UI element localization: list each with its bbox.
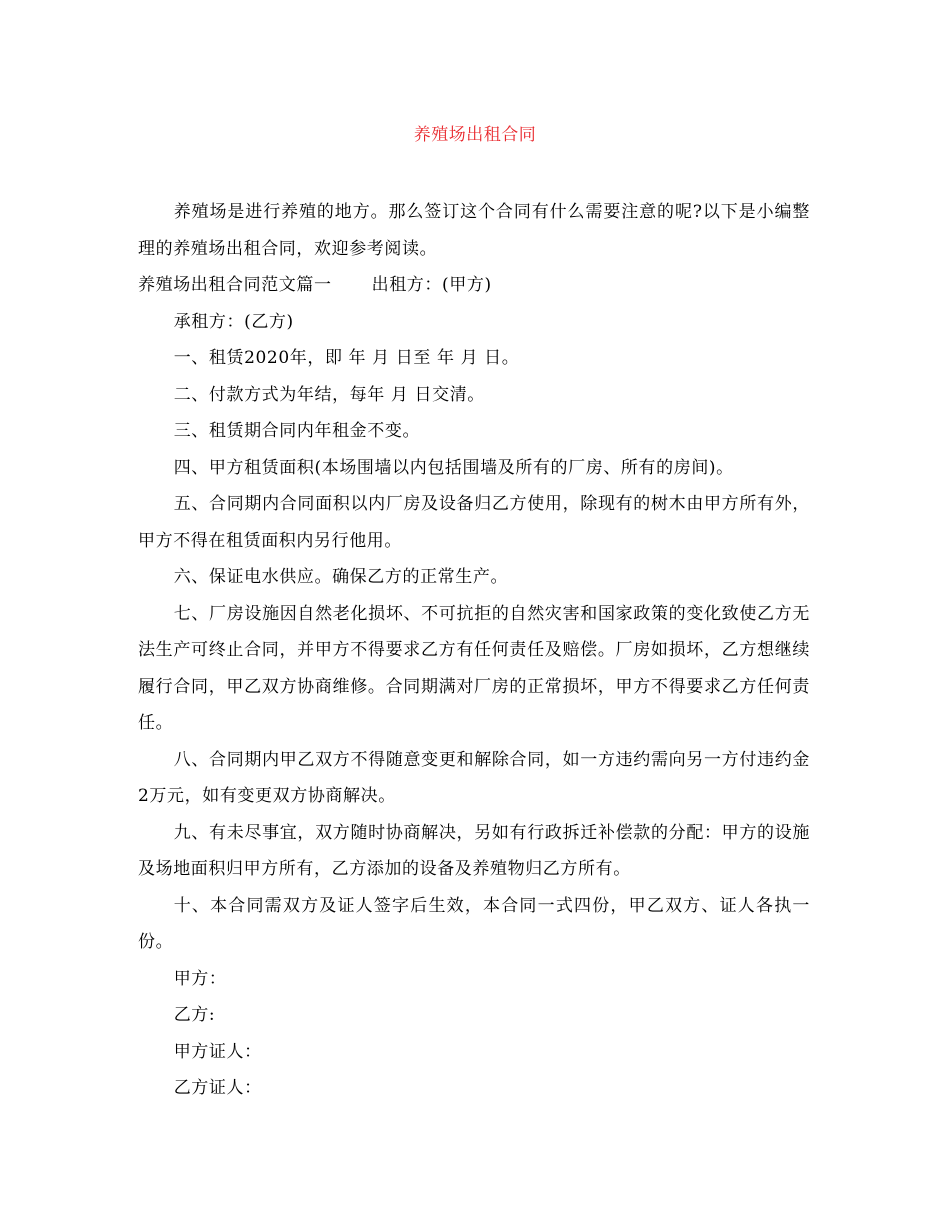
clause-6: 六、保证电水供应。确保乙方的正常生产。	[173, 567, 509, 587]
signature-party-b: 乙方:	[173, 1005, 216, 1025]
document-title: 养殖场出租合同	[413, 125, 537, 145]
sample-heading: 养殖场出租合同范文篇一	[138, 275, 332, 295]
clause-9: 九、有未尽事宜，双方随时协商解决，另如有行政拆迁补偿款的分配：甲方的设施及场地面积归甲方所有，乙方添加的设备及养殖物归乙方所有。	[138, 822, 810, 879]
sample-heading-line	[138, 267, 810, 304]
clause-8: 八、合同期内甲乙双方不得随意变更和解除合同，如一方违约需向另一方付违约金2万元，如有变更双方协商解决。	[138, 749, 810, 806]
lessee-label: 承租方：(乙方)	[173, 311, 294, 332]
clause-4: 四、甲方租赁面积(本场围墙以内包括围墙及所有的厂房、所有的房间)。	[173, 457, 734, 478]
clause-5: 五、合同期内合同面积以内厂房及设备归乙方使用，除现有的树木由甲方所有外，甲方不得在租赁面积内另行他用。	[138, 494, 810, 551]
signature-party-a: 甲方：	[173, 968, 227, 989]
signature-witness-b: 乙方证人：	[173, 1078, 262, 1098]
clause-2: 二、付款方式为年结，每年 月 日交清。	[173, 384, 485, 405]
lessor-label: 出租方：(甲方)	[371, 275, 492, 295]
document-body	[138, 194, 810, 1107]
clause-1: 一、租赁2020年，即 年 月 日至 年 月 日。	[173, 348, 520, 368]
clause-7: 七、厂房设施因自然老化损坏、不可抗拒的自然灾害和国家政策的变化致使乙方无法生产可终止合同，并甲方不得要求乙方有任何责任及赔偿。厂房如损坏，乙方想继续履行合同，甲乙双方协商维修。合同期满对厂房的正常损坏，甲方不得要求乙方任何责任。	[138, 603, 810, 733]
intro-paragraph: 养殖场是进行养殖的地方。那么签订这个合同有什么需要注意的呢?以下是小编整理的养殖场出租合同，欢迎参考阅读。	[138, 202, 810, 259]
clause-10: 十、本合同需双方及证人签字后生效，本合同一式四份，甲乙双方、证人各执一份。	[138, 895, 810, 952]
signature-witness-a: 甲方证人：	[173, 1041, 262, 1062]
clause-3: 三、租赁期合同内年租金不变。	[173, 421, 421, 441]
